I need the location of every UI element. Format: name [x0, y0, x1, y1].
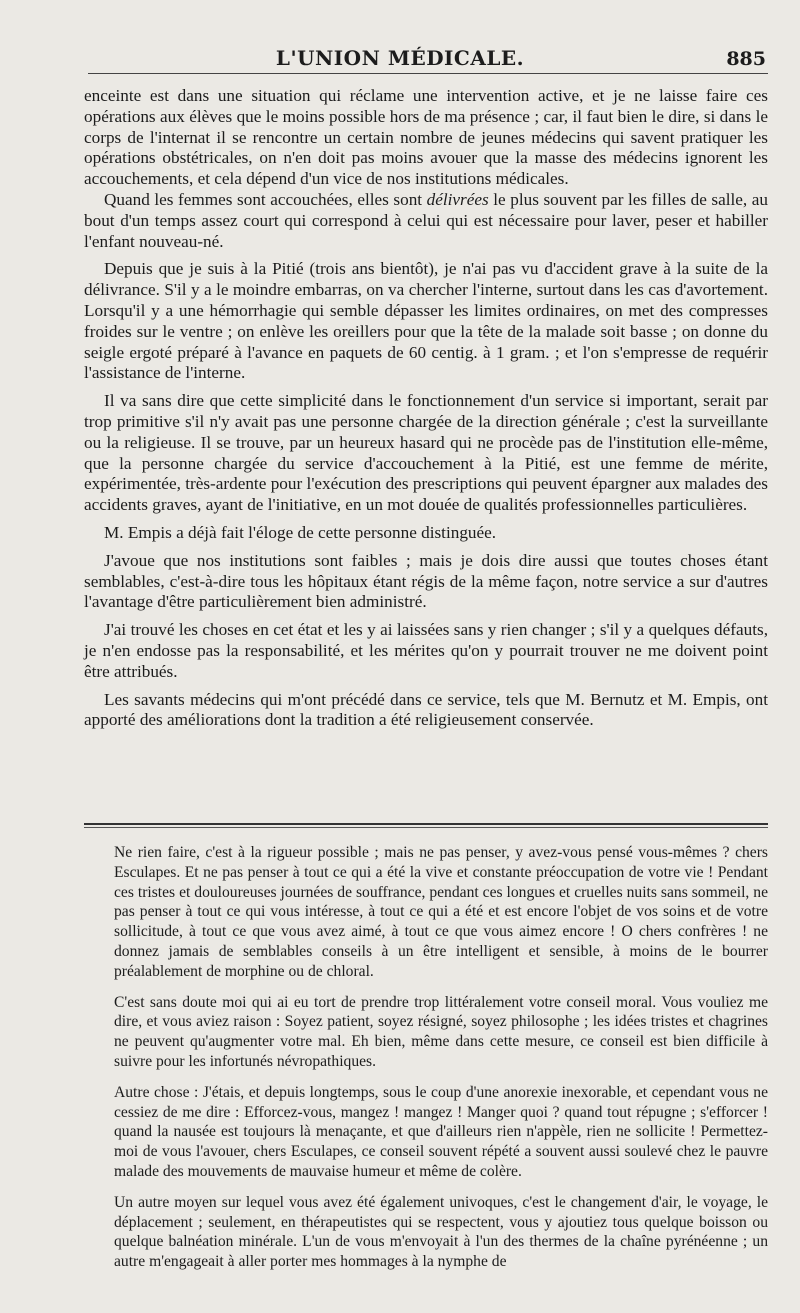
- feuilleton-text: [114, 843, 768, 1283]
- paragraph: J'ai trouvé les choses en cet état et les y ai laissées sans y rien changer ; s'il y a quelques défauts, je n'en endosse pas la responsabilité, et les mérites qu'on y pourrait trouver ne me doivent point être attribués.: [84, 620, 768, 681]
- paragraph: J'avoue que nos institutions sont faibles ; mais je dois dire aussi que toutes choses étant semblables, c'est-à-dire tous les hôpitaux étant régis de la même façon, notre service a sur d'autres l'avantage d'être particulièrement bien administré.: [84, 550, 768, 612]
- paragraph: Les savants médecins qui m'ont précédé dans ce service, tels que M. Bernutz et M. Empis, ont apporté des améliorations dont la tradition a été religieusement conservée.: [84, 689, 768, 730]
- page-number: 885: [726, 48, 766, 70]
- feuilleton-paragraph: Autre chose : J'étais, et depuis longtemps, sous le coup d'une anorexie inexorable, et cependant vous ne cessiez de me dire : Efforcez-vous, mangez ! mangez ! Manger quoi ? quand tout répugne ; s'efforcer ! quand la nausée est toujours là menaçante, et que d'ailleurs rien n'appèle, rien ne sollicite ! Permettez-moi de vous l'avouer, chers Esculapes, ce conseil souvent répété a souvent aussi soulevé chez le pauvre malade des mouvements de mauvaise humeur et même de colère.: [114, 1083, 768, 1180]
- separator-rule: [84, 823, 768, 825]
- header-rule: [88, 73, 768, 74]
- paragraph: enceinte est dans une situation qui réclame une intervention active, et je ne laisse faire ces opérations aux élèves que le moins possible hors de ma présence ; car, il faut bien le dire, si dans le corps de l'internat il se rencontre un certain nombre de jeunes médecins qui savent pratiquer les opérations obstétricales, on n'en doit pas moins avouer que la masse des médecins ignorent les accouchements, et cela dépend d'un vice de nos institutions médicales.: [84, 86, 768, 189]
- feuilleton-paragraph: Un autre moyen sur lequel vous avez été également univoques, c'est le changement d'air, le voyage, le déplacement ; seulement, en thérapeutistes qui se respectent, vous y ajoutiez tous quelque boisson ou quelque balnéation minérale. L'un de vous m'envoyait à l'un des thermes de la chaîne pyrénéenne ; un autre m'engageait à aller porter mes hommages à la nymphe de: [114, 1193, 768, 1271]
- paragraph: Il va sans dire que cette simplicité dans le fonctionnement d'un service si important, serait par trop primitive s'il n'y avait pas une personne chargée de la direction générale ; c'est la surveillante ou la religieuse. Il se trouve, par un heureux hasard qui ne procède pas de l'institution elle-même, que la personne chargée du service d'accouchement à la Pitié, est une femme de mérite, expérimentée, très-ardente pour l'exécution des prescriptions qui peuvent épargner aux malades des accidents graves, ayant de l'initiative, en un mot douée de qualités professionnelles particulières.: [84, 391, 768, 515]
- paragraph: [84, 190, 768, 252]
- paragraph-text: Quand les femmes sont accouchées, elles sont: [104, 189, 427, 209]
- feuilleton-separator: [84, 823, 768, 828]
- main-text: [84, 86, 768, 731]
- italic-term: délivrées: [426, 189, 489, 209]
- separator-rule: [84, 827, 768, 828]
- running-head: [0, 44, 800, 74]
- paragraph-text: le plus souvent par les filles de salle, au bout d'un temps assez court qui correspond à celui qui est nécessaire pour laver, peser et habiller l'enfant nouveau-né.: [84, 189, 768, 251]
- paragraph: Depuis que je suis à la Pitié (trois ans bientôt), je n'ai pas vu d'accident grave à la suite de la délivrance. S'il y a le moindre embarras, on va chercher l'interne, surtout dans les cas d'avortement. Lorsqu'il y a une hémorrhagie qui semble dépasser les limites ordinaires, on met des compresses froides sur le ventre ; on enlève les oreillers pour que la tête de la malade soit basse ; on donne du seigle ergoté préparé à l'avance en paquets de 60 centig. à 1 gram. ; et l'on s'empresse de requérir l'assistance de l'interne.: [84, 259, 768, 383]
- journal-title: L'UNION MÉDICALE.: [275, 46, 525, 70]
- paragraph: M. Empis a déjà fait l'éloge de cette personne distinguée.: [104, 522, 497, 542]
- feuilleton-paragraph: Ne rien faire, c'est à la rigueur possible ; mais ne pas penser, y avez-vous pensé vous-mêmes ? chers Esculapes. Et ne pas penser à tout ce qui a été la vive et constante préoccupation de votre vie ! Pendant ces tristes et douloureuses journées de souffrance, pendant ces longues et cruelles nuits sans sommeil, ne pas penser à tout ce qui vous intéresse, à tout ce qui a été et est encore l'objet de vos soins et de votre sollicitude, à tout ce que vous avez aimé, à tout ce que vous aimez encore ! O chers confrères ! ne donnez jamais de semblables conseils à un être intelligent et sensible, à moins de le bourrer préalablement de morphine ou de chloral.: [114, 844, 768, 980]
- feuilleton-paragraph: C'est sans doute moi qui ai eu tort de prendre trop littéralement votre conseil moral. Vous vouliez me dire, et vous aviez raison : Soyez patient, soyez résigné, soyez philosophe ; les idées tristes et chagrines ne peuvent qu'augmenter votre mal. Eh bien, même dans cette mesure, ce conseil est bien difficile à suivre pour les infortunés névropathiques.: [114, 993, 768, 1070]
